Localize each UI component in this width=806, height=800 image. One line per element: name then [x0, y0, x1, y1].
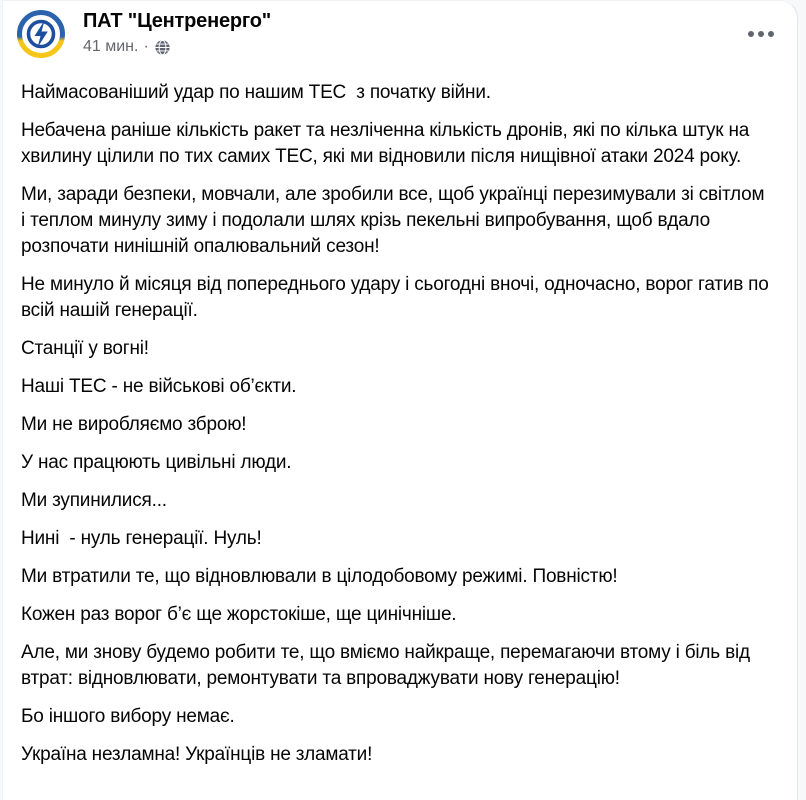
post-text	[3, 71, 797, 768]
header-text-block	[83, 10, 271, 56]
page-avatar[interactable]	[16, 9, 66, 59]
public-globe-icon	[154, 39, 171, 56]
post-header	[3, 1, 797, 71]
page-name-link[interactable]: ПАТ "Центренерго"	[83, 10, 272, 32]
centrenergo-logo-icon	[16, 9, 66, 59]
meta-separator: ·	[143, 38, 149, 55]
post-paragraph: Але, ми знову будемо робити те, що вміємо найкраще, перемагаючи втому і біль від втрат: відновлювати, ремонтувати та впроваджувати нову генерацію!	[21, 642, 755, 689]
post-paragraph: Не минуло й місяця від попереднього удару і сьогодні вночі, одночасно, ворог гатив по всій нашій генерації.	[21, 274, 774, 321]
post-paragraph: Ми втратили те, що відновлювали в цілодобовому режимі. Повністю!	[21, 566, 618, 587]
post-paragraph: Наймасованіший удар по нашим ТЕС з початку війни.	[21, 82, 491, 103]
post-paragraph: Небачена раніше кількість ракет та незліченна кількість дронів, які по кілька штук на хвилину цілили по тих самих ТЕС, які ми відновили після нищівної атаки 2024 року.	[21, 120, 755, 167]
post-paragraph: Україна незламна! Українців не зламати!	[21, 744, 373, 765]
post-paragraph: Ми не виробляємо зброю!	[21, 414, 247, 435]
post-paragraph: Ми, заради безпеки, мовчали, але зробили все, щоб українці перезимували зі світлом і теплом минулу зиму і подолали шлях крізь пекельні випробування, щоб вдало розпочати нинішній опалювальний сезон!	[21, 184, 770, 257]
post-paragraph: Бо іншого вибору немає.	[21, 706, 235, 727]
post-paragraph: Нині - нуль генерації. Нуль!	[21, 528, 262, 549]
post-card	[2, 0, 798, 800]
post-paragraph: У нас працюють цивільні люди.	[21, 452, 292, 473]
post-paragraph: Ми зупинилися...	[21, 490, 167, 511]
post-options-ellipsis-icon[interactable]	[741, 21, 781, 47]
post-meta	[83, 38, 271, 56]
post-timestamp[interactable]: 41 мин.	[83, 38, 139, 55]
post-paragraph: Наші ТЕС - не військові об’єкти.	[21, 376, 297, 397]
post-paragraph: Кожен раз ворог б’є ще жорстокіше, ще цинічніше.	[21, 604, 457, 625]
post-paragraph: Станції у вогні!	[21, 338, 149, 359]
